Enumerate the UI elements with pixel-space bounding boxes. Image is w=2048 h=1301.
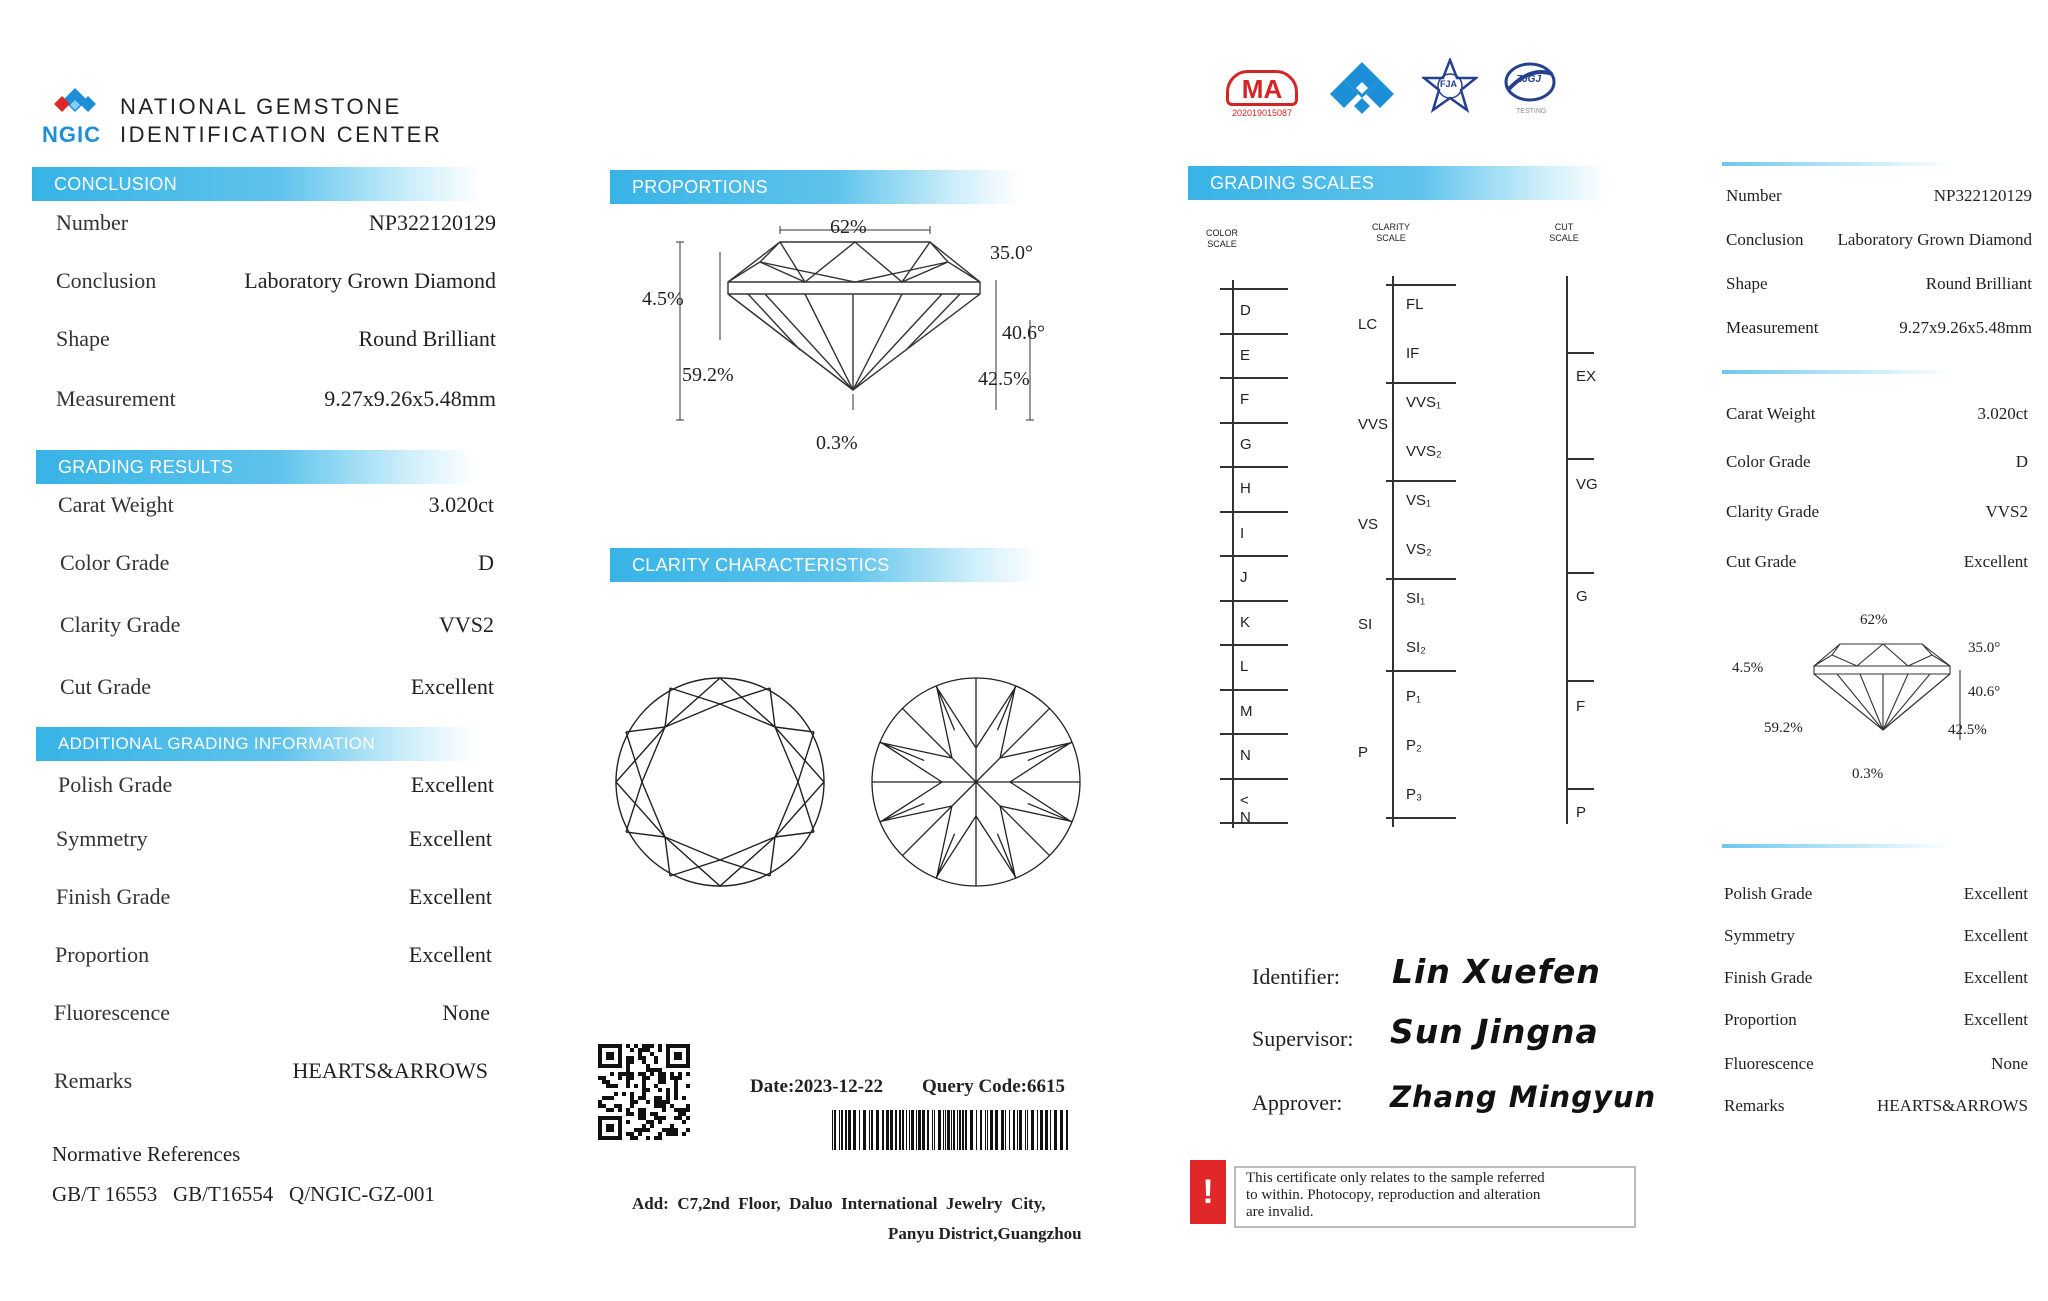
cma-logo: MA 202019015087 xyxy=(1226,70,1298,116)
color-scale-tick xyxy=(1220,555,1288,557)
color-grade-label: H xyxy=(1240,480,1251,497)
cut-scale-title: CUT SCALE xyxy=(1549,222,1579,243)
color-scale-tick xyxy=(1220,422,1288,424)
identifier-label: Identifier: xyxy=(1252,964,1340,989)
cut-grade-label: F xyxy=(1576,698,1586,715)
prop-crown-height: 4.5% xyxy=(642,288,684,310)
color-scale-tick xyxy=(1220,600,1288,602)
sum-shape: Shape Round Brilliant xyxy=(1726,274,2032,293)
row-cut: Cut Grade Excellent xyxy=(60,674,494,699)
color-scale-tick xyxy=(1220,644,1288,646)
alert-icon: ! xyxy=(1190,1160,1226,1224)
color-scale-tick xyxy=(1220,778,1288,780)
section-proportions: PROPORTIONS xyxy=(610,170,1020,204)
row-carat: Carat Weight 3.020ct xyxy=(58,492,494,517)
clarity-crown-plot xyxy=(610,672,830,892)
notice-box xyxy=(1190,1160,1636,1232)
clarity-grade-label: P₂ xyxy=(1406,737,1422,754)
sum-number: Number NP322120129 xyxy=(1726,186,2032,205)
notice-line2: to within. Photocopy, reproduction and alteration xyxy=(1246,1187,1541,1203)
normative-refs: GB/T 16553 GB/T16554 Q/NGIC-GZ-001 xyxy=(52,1182,435,1206)
cut-grade-label: G xyxy=(1576,588,1588,605)
section-scales: GRADING SCALES xyxy=(1188,166,1608,200)
footer-date: Date:2023-12-22 xyxy=(750,1076,883,1097)
color-scale-tick xyxy=(1220,288,1288,290)
panel-summary xyxy=(1722,0,2048,1301)
sum-prop-crown-angle: 35.0° xyxy=(1968,640,2001,656)
supervisor-signature: Sun Jingna xyxy=(1390,1012,1599,1051)
normative-title: Normative References xyxy=(52,1142,241,1166)
notice-line1: This certificate only relates to the sample referred xyxy=(1246,1170,1545,1186)
color-grade-label: F xyxy=(1240,391,1250,408)
sum-cut: Cut Grade Excellent xyxy=(1726,552,2028,571)
row-clarity: Clarity Grade VVS2 xyxy=(60,612,494,637)
panel-scales xyxy=(1160,0,1720,1301)
color-scale-tick xyxy=(1220,466,1288,468)
qr-code-icon xyxy=(598,1044,690,1142)
footer-address-1: Add: C7,2nd Floor, Daluo International Jewelry City, xyxy=(632,1194,1046,1213)
cut-grade-label: EX xyxy=(1576,368,1597,385)
clarity-group-label: P xyxy=(1358,744,1369,761)
sum-prop-pavilion-angle: 40.6° xyxy=(1968,684,2001,700)
clarity-grade-label: VS₂ xyxy=(1406,541,1432,558)
sum-symmetry: Symmetry Excellent xyxy=(1724,926,2028,945)
row-fluorescence: Fluorescence None xyxy=(54,1000,490,1025)
ngic-mark-icon xyxy=(1330,60,1394,118)
color-scale-tick xyxy=(1220,733,1288,735)
row-color: Color Grade D xyxy=(60,550,494,575)
row-finish: Finish Grade Excellent xyxy=(56,884,492,909)
summary-rule-2 xyxy=(1722,370,1952,374)
clarity-grade-label: IF xyxy=(1406,345,1420,362)
prop-culet: 0.3% xyxy=(816,432,858,454)
section-conclusion: CONCLUSION xyxy=(32,167,482,201)
sum-prop-culet: 0.3% xyxy=(1852,766,1884,782)
row-shape: Shape Round Brilliant xyxy=(56,326,496,351)
panel-report xyxy=(0,0,560,1301)
color-scale-tick xyxy=(1220,377,1288,379)
clarity-scale-title: CLARITY SCALE xyxy=(1371,222,1410,243)
section-additional: ADDITIONAL GRADING INFORMATION xyxy=(36,727,476,761)
sum-finish: Finish Grade Excellent xyxy=(1724,968,2028,987)
supervisor-label: Supervisor: xyxy=(1252,1026,1354,1051)
clarity-grade-label: VVS₂ xyxy=(1406,443,1442,460)
color-grade-label: K xyxy=(1240,613,1251,631)
clarity-grade-label: SI₂ xyxy=(1406,639,1426,656)
org-abbr: NGIC xyxy=(42,122,101,147)
clarity-pavilion-plot xyxy=(866,672,1086,892)
sum-polish: Polish Grade Excellent xyxy=(1724,884,2028,903)
row-symmetry: Symmetry Excellent xyxy=(56,826,492,851)
sum-prop-total-depth: 59.2% xyxy=(1764,720,1803,736)
row-remarks: Remarks HEARTS&ARROWS xyxy=(54,1058,488,1093)
prop-total-depth: 59.2% xyxy=(682,364,734,386)
identifier-signature: Lin Xuefen xyxy=(1392,952,1601,991)
sum-fluorescence: Fluorescence None xyxy=(1724,1054,2028,1073)
color-scale-tick xyxy=(1220,689,1288,691)
clarity-group-label: VVS xyxy=(1358,416,1389,433)
color-grade-label: M xyxy=(1240,702,1253,720)
color-grade-label: < N xyxy=(1240,791,1251,826)
notice-line3: are invalid. xyxy=(1246,1204,1314,1220)
org-name-line1: NATIONAL GEMSTONE xyxy=(120,94,402,119)
barcode-icon xyxy=(832,1110,1072,1150)
approver-signature: Zhang Mingyun xyxy=(1390,1080,1657,1114)
panel-proportions xyxy=(580,0,1140,1301)
color-grade-label: I xyxy=(1240,524,1245,542)
row-polish: Polish Grade Excellent xyxy=(58,772,494,797)
clarity-grade-label: SI₁ xyxy=(1406,590,1426,607)
color-grade-label: G xyxy=(1240,435,1252,453)
ngic-logo-icon xyxy=(50,86,100,122)
row-conclusion: Conclusion Laboratory Grown Diamond xyxy=(56,268,496,293)
cut-grade-label: P xyxy=(1576,804,1587,821)
row-number: Number NP322120129 xyxy=(56,210,496,235)
cut-grade-label: VG xyxy=(1576,476,1598,493)
color-grade-label: L xyxy=(1240,658,1249,675)
color-grade-label: N xyxy=(1240,747,1251,764)
fja-text: FJA xyxy=(1440,79,1458,89)
sum-color: Color Grade D xyxy=(1726,452,2028,471)
summary-rule-1 xyxy=(1722,162,1952,166)
sum-carat: Carat Weight 3.020ct xyxy=(1726,404,2028,423)
prop-table: 62% xyxy=(830,216,867,238)
org-name-line2: IDENTIFICATION CENTER xyxy=(120,122,443,147)
color-grade-label: D xyxy=(1240,302,1251,319)
clarity-group-label: LC xyxy=(1358,316,1378,333)
section-clarity: CLARITY CHARACTERISTICS xyxy=(610,548,1040,582)
prop-crown-angle: 35.0° xyxy=(990,242,1033,264)
prop-pavilion-angle: 40.6° xyxy=(1002,322,1045,344)
sum-measurement: Measurement 9.27x9.26x5.48mm xyxy=(1726,318,2032,337)
color-scale-tick xyxy=(1220,333,1288,335)
sum-clarity: Clarity Grade VVS2 xyxy=(1726,502,2028,521)
color-grade-label: J xyxy=(1240,569,1248,586)
approver-label: Approver: xyxy=(1252,1090,1343,1115)
color-scale-tick xyxy=(1220,511,1288,513)
sum-proportion: Proportion Excellent xyxy=(1724,1010,2028,1029)
footer-query: Query Code:6615 xyxy=(922,1076,1066,1097)
clarity-group-label: SI xyxy=(1358,616,1373,633)
footer-address-2: Panyu District,Guangzhou xyxy=(888,1224,1082,1243)
row-proportion: Proportion Excellent xyxy=(55,942,492,967)
sum-remarks: Remarks HEARTS&ARROWS xyxy=(1724,1096,2028,1115)
clarity-grade-label: VS₁ xyxy=(1406,492,1432,509)
sum-prop-pavilion-depth: 42.5% xyxy=(1948,722,1987,738)
color-scale-tick xyxy=(1220,822,1288,824)
sum-prop-crown-height: 4.5% xyxy=(1732,660,1764,676)
row-measurement: Measurement 9.27x9.26x5.48mm xyxy=(56,386,496,411)
sum-prop-table: 62% xyxy=(1860,612,1888,628)
clarity-grade-label: VVS₁ xyxy=(1406,394,1442,411)
clarity-grade-label: FL xyxy=(1406,296,1424,313)
sum-conclusion: Conclusion Laboratory Grown Diamond xyxy=(1726,230,2032,249)
clarity-group-label: VS xyxy=(1358,516,1379,533)
clarity-grade-label: P₃ xyxy=(1406,786,1423,803)
clarity-grade-label: P₁ xyxy=(1406,688,1422,705)
zjgj-sub: TESTING xyxy=(1516,108,1547,115)
zjgj-text: ZJGJ xyxy=(1516,74,1542,85)
prop-pavilion-depth: 42.5% xyxy=(978,368,1030,390)
summary-rule-3 xyxy=(1722,844,1952,848)
section-grading-results: GRADING RESULTS xyxy=(36,450,476,484)
color-scale-title: COLOR SCALE xyxy=(1205,228,1238,249)
color-grade-label: E xyxy=(1240,346,1251,364)
